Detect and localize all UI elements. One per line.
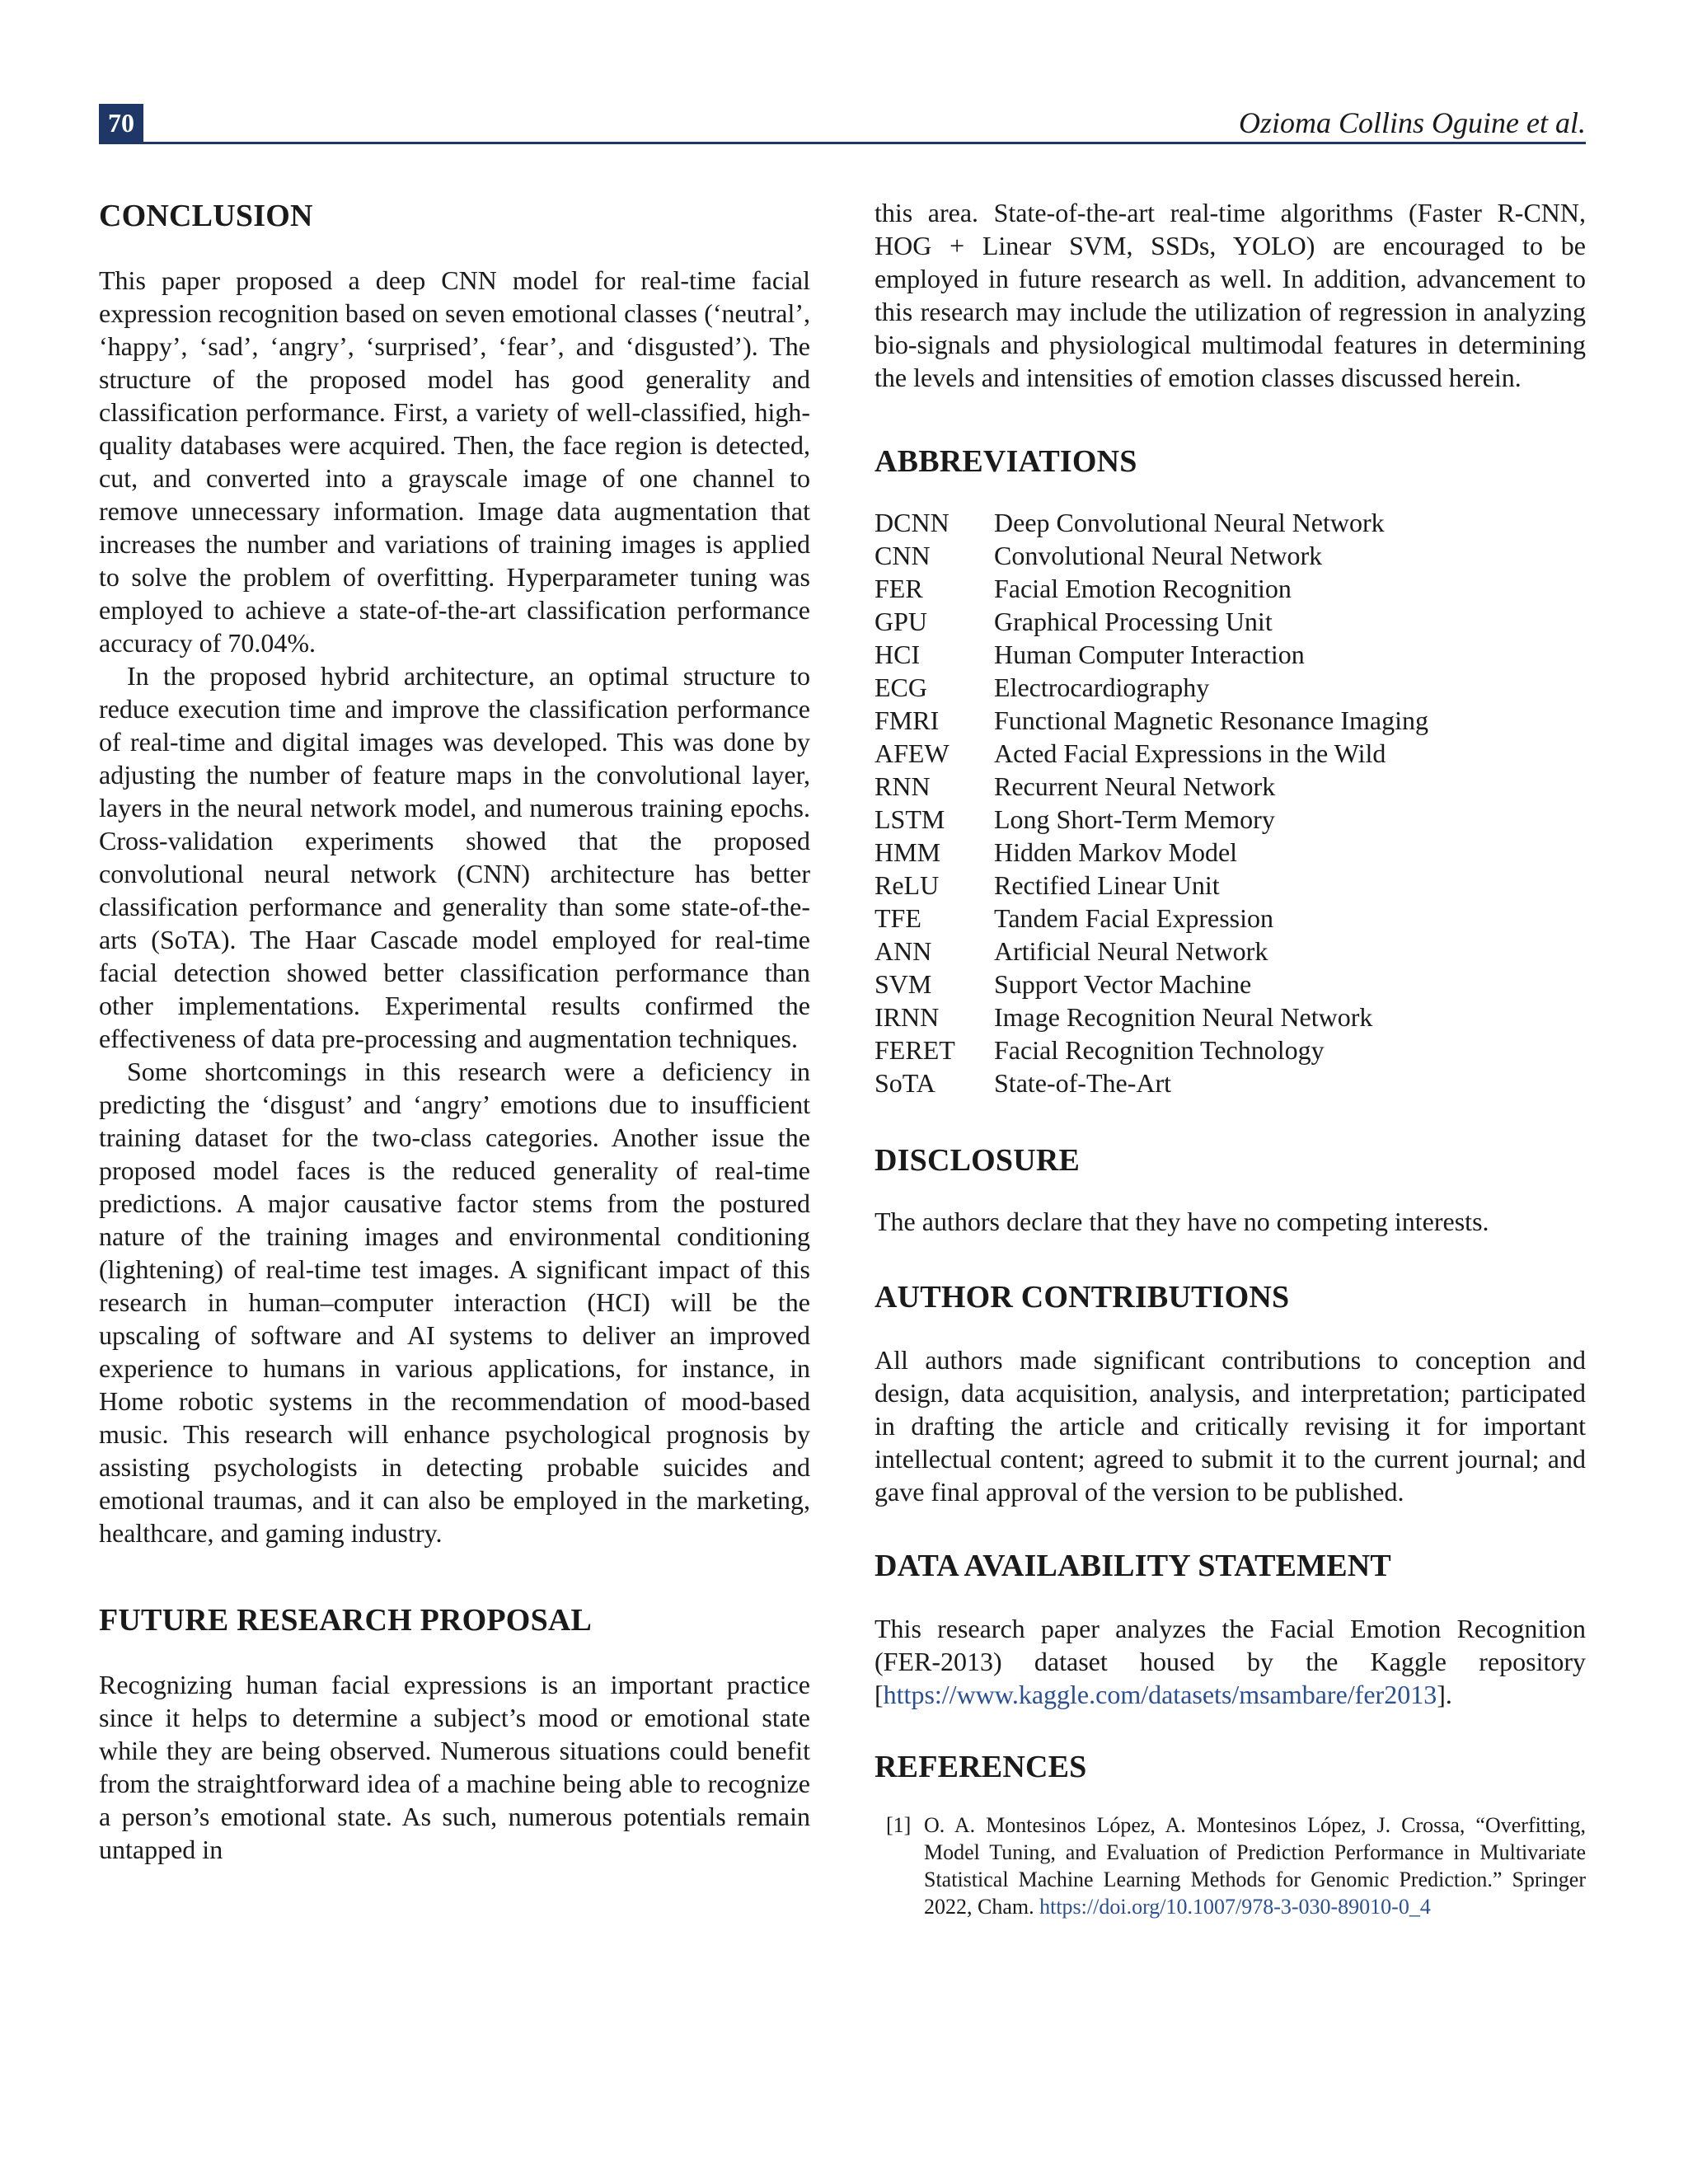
data-text-before: This research paper analyzes the Facial Emotion Recognition (FER-2013) dataset housed by the Kaggle repository [	[874, 1614, 1586, 1709]
abbreviation-definition: Acted Facial Expressions in the Wild	[994, 738, 1386, 768]
abbreviation-definition: Graphical Processing Unit	[994, 607, 1273, 636]
abbreviation-row	[874, 803, 1586, 836]
abbreviation-row	[874, 869, 1586, 902]
abbreviation-row	[874, 770, 1586, 803]
abbreviation-row	[874, 1066, 1586, 1099]
abbreviation-code: SoTA	[874, 1068, 935, 1098]
abbreviation-code: HCI	[874, 640, 921, 669]
abbreviation-code: CNN	[874, 541, 931, 570]
abbreviation-row	[874, 605, 1586, 638]
abbreviation-row	[874, 572, 1586, 605]
abbreviation-definition: Image Recognition Neural Network	[994, 1002, 1373, 1032]
future-research-continued: this area. State-of-the-art real-time algorithms (Faster R-CNN, HOG + Linear SVM, SSDs, YOLO) are encouraged to be employed in future research as well. In addition, advancement to this research may include the utilization of regression in analyzing bio-signals and physiological multimodal features in determining the levels and intensities of emotion classes discussed herein.	[874, 198, 1586, 392]
abbreviation-code: FMRI	[874, 705, 940, 735]
abbreviation-code: SVM	[874, 969, 932, 999]
left-column	[99, 196, 810, 1866]
abbreviation-row	[874, 506, 1586, 539]
future-research-paragraph: Recognizing human facial expressions is an important practice since it helps to determine a subject’s mood or emotional state while they are being observed. Numerous situations could benefit from the straightforward idea of a machine being able to recognize a person’s emotional state. As such, numerous potentials remain untapped in	[99, 1670, 810, 1864]
abbreviation-definition: Deep Convolutional Neural Network	[994, 508, 1385, 537]
abbreviation-row	[874, 671, 1586, 704]
conclusion-paragraph-1: This paper proposed a deep CNN model for real-time facial expression recognition based on seven emotional classes (‘neutral’, ‘happy’, ‘sad’, ‘angry’, ‘surprised’, ‘fear’, and ‘disgusted’). The structure of the proposed model has good generality and classification performance. First, a variety of well-classified, high-quality databases were acquired. Then, the face region is detected, cut, and converted into a grayscale image of one channel to remove unnecessary information. Image data augmentation that increases the number and variations of training images is applied to solve the problem of overfitting. Hyperparameter tuning was employed to achieve a state-of-the-art classification performance accuracy of 70.04%.	[99, 265, 810, 658]
abbreviation-definition: Convolutional Neural Network	[994, 541, 1323, 570]
abbreviation-definition: Support Vector Machine	[994, 969, 1252, 999]
abbreviation-row	[874, 1001, 1586, 1033]
abbreviation-code: GPU	[874, 607, 928, 636]
abbreviation-row	[874, 902, 1586, 935]
disclosure-text: The authors declare that they have no competing interests.	[874, 1207, 1489, 1236]
abbreviation-code: ANN	[874, 936, 932, 966]
abbreviation-code: IRNN	[874, 1002, 940, 1032]
future-research-heading: FUTURE RESEARCH PROPOSAL	[99, 1603, 593, 1638]
abbreviation-definition: Rectified Linear Unit	[994, 870, 1220, 900]
abbreviation-row	[874, 638, 1586, 671]
abbreviation-code: AFEW	[874, 738, 950, 768]
abbreviation-definition: Artificial Neural Network	[994, 936, 1268, 966]
data-availability-heading: DATA AVAILABILITY STATEMENT	[874, 1549, 1391, 1583]
right-column	[874, 196, 1586, 1920]
abbreviation-definition: Recurrent Neural Network	[994, 771, 1276, 801]
abbreviation-code: ECG	[874, 673, 927, 702]
conclusion-paragraph-3: Some shortcomings in this research were a deficiency in predicting the ‘disgust’ and ‘angry’ emotions due to insufficient training dataset for the two-class categories. Another issue the proposed model faces is the reduced generality of real-time predictions. A major causative factor stems from the postured nature of the training images and environmental conditioning (lightening) of real-time test images. A significant impact of this research in human–computer interaction (HCI) will be the upscaling of software and AI systems to deliver an improved experience to humans in various applications, for instance, in Home robotic systems in the recommendation of mood-based music. This research will enhance psychological prognosis by assisting psychologists in detecting probable suicides and emotional traumas, and it can also be employed in the marketing, healthcare, and gaming industry.	[99, 1057, 810, 1548]
data-text-after: ].	[1437, 1680, 1452, 1709]
abbreviation-row	[874, 704, 1586, 737]
abbreviation-definition: Long Short-Term Memory	[994, 804, 1275, 834]
abbreviation-definition: Human Computer Interaction	[994, 640, 1305, 669]
abbreviation-definition: Facial Emotion Recognition	[994, 574, 1292, 603]
kaggle-link[interactable]: https://www.kaggle.com/datasets/msambare/fer2013	[883, 1680, 1437, 1709]
reference-item	[874, 1811, 1586, 1920]
abbreviation-row	[874, 539, 1586, 572]
abbreviation-definition: Tandem Facial Expression	[994, 903, 1273, 933]
conclusion-heading: CONCLUSION	[99, 199, 313, 233]
abbreviation-row	[874, 1033, 1586, 1066]
abbreviation-code: DCNN	[874, 508, 950, 537]
abbreviation-row	[874, 968, 1586, 1001]
page-number: 70	[99, 104, 143, 142]
running-head: Ozioma Collins Oguine et al.	[1239, 106, 1586, 139]
reference-number: [1]	[886, 1813, 912, 1837]
abbreviation-code: RNN	[874, 771, 931, 801]
abbreviation-code: FER	[874, 574, 923, 603]
abbreviations-heading: ABBREVIATIONS	[874, 444, 1137, 479]
abbreviation-definition: Functional Magnetic Resonance Imaging	[994, 705, 1428, 735]
abbreviation-code: TFE	[874, 903, 921, 933]
abbreviation-row	[874, 836, 1586, 869]
abbreviation-row	[874, 737, 1586, 770]
author-contributions-heading: AUTHOR CONTRIBUTIONS	[874, 1280, 1290, 1315]
reference-text	[924, 1811, 1586, 1920]
disclosure-heading: DISCLOSURE	[874, 1143, 1081, 1178]
reference-body: O. A. Montesinos López, A. Montesinos López, J. Crossa, “Overfitting, Model Tuning, and Evaluation of Prediction Performance in Multivariate Statistical Machine Learning Methods for Genomic Prediction.” Springer 2022, Cham.	[924, 1813, 1586, 1919]
data-availability-text	[874, 1612, 1586, 1711]
conclusion-paragraph-2: In the proposed hybrid architecture, an optimal structure to reduce execution time and improve the classification performance of real-time and digital images was developed. This was done by adjusting the number of feature maps in the convolutional layer, layers in the neural network model, and numerous training epochs. Cross-validation experiments showed that the proposed convolutional neural network (CNN) architecture has better classification performance and generality than some state-of-the-arts (SoTA). The Haar Cascade model employed for real-time facial detection showed better classification performance than other implementations. Experimental results confirmed the effectiveness of data pre-processing and augmentation techniques.	[99, 661, 810, 1053]
author-contributions-text: All authors made significant contributions to conception and design, data acquisition, analysis, and interpretation; participated in drafting the article and critically revising it for important intellectual content; agreed to submit it to the current journal; and gave final approval of the version to be published.	[874, 1345, 1586, 1507]
abbreviation-code: FERET	[874, 1035, 955, 1065]
abbreviation-definition: Facial Recognition Technology	[994, 1035, 1325, 1065]
abbreviation-definition: Hidden Markov Model	[994, 837, 1238, 867]
doi-link[interactable]: https://doi.org/10.1007/978-3-030-89010-0_4	[1039, 1895, 1431, 1919]
abbreviation-definition: Electrocardiography	[994, 673, 1210, 702]
abbreviation-definition: State-of-The-Art	[994, 1068, 1172, 1098]
page-header	[99, 104, 1586, 144]
references-heading: REFERENCES	[874, 1750, 1087, 1784]
abbreviation-code: ReLU	[874, 870, 940, 900]
abbreviation-row	[874, 935, 1586, 968]
abbreviation-code: LSTM	[874, 804, 945, 834]
abbreviation-code: HMM	[874, 837, 941, 867]
abbreviations-list	[874, 506, 1586, 1099]
